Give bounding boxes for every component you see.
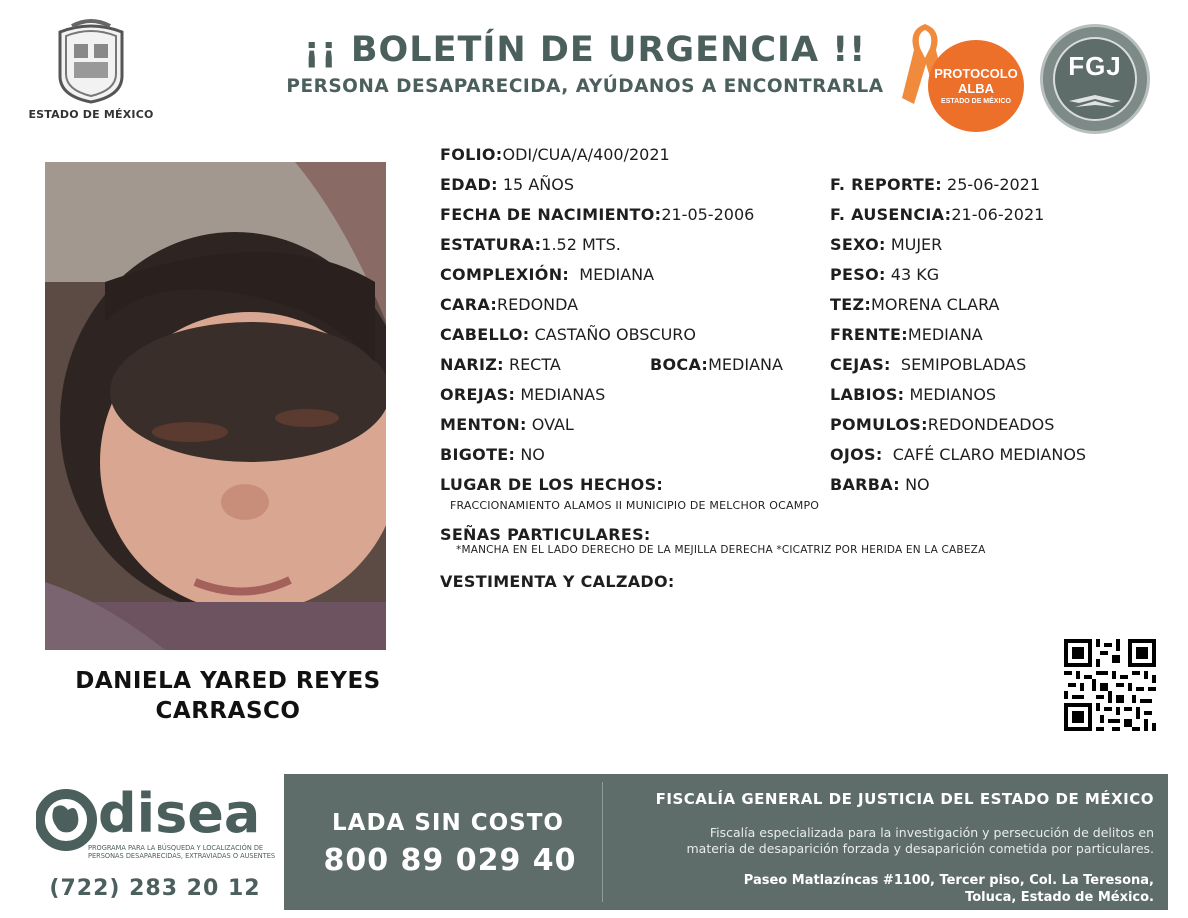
field-pomulos-label: POMULOS: bbox=[830, 415, 928, 434]
fgj-label: FGJ bbox=[1068, 51, 1122, 81]
field-ojos-label: OJOS: bbox=[830, 445, 883, 464]
field-complexion bbox=[440, 265, 654, 284]
field-tez bbox=[830, 295, 999, 314]
field-cejas-label: CEJAS: bbox=[830, 355, 891, 374]
field-menton bbox=[440, 415, 574, 434]
field-vestimenta-label: VESTIMENTA Y CALZADO: bbox=[440, 572, 675, 591]
field-cabello-label: CABELLO: bbox=[440, 325, 530, 344]
odisea-logo bbox=[36, 782, 276, 878]
field-senas-value: *MANCHA EN EL LADO DERECHO DE LA MEJILLA DERECHA *CICATRIZ POR HERIDA EN LA CABEZA bbox=[456, 544, 986, 556]
field-sexo-label: SEXO: bbox=[830, 235, 886, 254]
fiscalia-title: FISCALÍA GENERAL DE JUSTICIA DEL ESTADO DE MÉXICO bbox=[655, 790, 1154, 808]
field-lugar-label: LUGAR DE LOS HECHOS: bbox=[440, 475, 664, 494]
portrait-image bbox=[45, 162, 386, 650]
field-edad-label: EDAD: bbox=[440, 175, 498, 194]
field-f-ausencia-label: F. AUSENCIA: bbox=[830, 205, 952, 224]
fiscalia-description-line2: materia de desaparición forzada y desaparición cometida por particulares. bbox=[686, 841, 1154, 856]
person-name bbox=[45, 666, 411, 726]
field-nariz-label: NARIZ: bbox=[440, 355, 504, 374]
field-f-ausencia-value: 21-06-2021 bbox=[951, 205, 1045, 224]
field-tez-label: TEZ: bbox=[830, 295, 872, 314]
field-barba-label: BARBA: bbox=[830, 475, 900, 494]
field-estatura-value: 1.52 MTS. bbox=[541, 235, 621, 254]
field-estatura-label: ESTATURA: bbox=[440, 235, 542, 254]
field-lugar-label-row bbox=[440, 475, 663, 494]
person-name-line2: CARRASCO bbox=[155, 698, 301, 724]
field-menton-label: MENTON: bbox=[440, 415, 527, 434]
state-label: ESTADO DE MÉXICO bbox=[28, 108, 154, 121]
field-peso-label: PESO: bbox=[830, 265, 886, 284]
alba-line1: PROTOCOLO bbox=[934, 66, 1018, 81]
field-orejas-value: MEDIANAS bbox=[520, 385, 606, 404]
field-edad-value: 15 AÑOS bbox=[502, 175, 574, 194]
field-boca bbox=[650, 355, 783, 374]
field-nariz bbox=[440, 355, 561, 374]
fiscalia-address bbox=[612, 872, 1154, 906]
field-vestimenta bbox=[440, 572, 675, 591]
field-cara-value: REDONDA bbox=[497, 295, 579, 314]
coat-of-arms-icon bbox=[52, 18, 130, 104]
field-ojos bbox=[830, 445, 1086, 464]
field-bigote-value: NO bbox=[520, 445, 545, 464]
field-barba-value: NO bbox=[905, 475, 930, 494]
field-complexion-label: COMPLEXIÓN: bbox=[440, 265, 570, 284]
field-boca-label: BOCA: bbox=[650, 355, 709, 374]
field-barba bbox=[830, 475, 930, 494]
field-fecha-nacimiento-label: FECHA DE NACIMIENTO: bbox=[440, 205, 662, 224]
estado-de-mexico-logo bbox=[28, 18, 154, 121]
field-cara bbox=[440, 295, 578, 314]
field-folio bbox=[440, 145, 670, 164]
field-fecha-nacimiento-value: 21-05-2006 bbox=[661, 205, 755, 224]
field-sexo-value: MUJER bbox=[890, 235, 943, 254]
person-name-line1: DANIELA YARED REYES bbox=[75, 668, 381, 694]
field-complexion-value: MEDIANA bbox=[579, 265, 655, 284]
bulletin-title: ¡¡ BOLETÍN DE URGENCIA !! bbox=[303, 30, 867, 70]
field-f-reporte-label: F. REPORTE: bbox=[830, 175, 942, 194]
field-peso bbox=[830, 265, 939, 284]
field-cejas-value: SEMIPOBLADAS bbox=[900, 355, 1027, 374]
missing-person-photo bbox=[45, 162, 386, 650]
field-nariz-value: RECTA bbox=[508, 355, 561, 374]
field-orejas-label: OREJAS: bbox=[440, 385, 516, 404]
bulletin-subtitle: PERSONA DESAPARECIDA, AYÚDANOS A ENCONTRARLA bbox=[286, 76, 884, 97]
field-labios bbox=[830, 385, 996, 404]
field-senas-label-row bbox=[440, 525, 651, 544]
alba-line2: ALBA bbox=[957, 81, 995, 96]
odisea-phone[interactable]: (722) 283 20 12 bbox=[49, 876, 261, 901]
field-lugar-value: FRACCIONAMIENTO ALAMOS II MUNICIPIO DE MELCHOR OCAMPO bbox=[450, 499, 820, 512]
odisea-program: PROGRAMA PARA LA BÚSQUEDA Y LOCALIZACIÓN DE PERSONAS DESAPARECIDAS, EXTRAVIADAS O AUSENTES bbox=[88, 844, 276, 860]
field-labios-label: LABIOS: bbox=[830, 385, 905, 404]
field-labios-value: MEDIANOS bbox=[909, 385, 997, 404]
field-frente-label: FRENTE: bbox=[830, 325, 908, 344]
field-bigote-label: BIGOTE: bbox=[440, 445, 516, 464]
field-cara-label: CARA: bbox=[440, 295, 498, 314]
field-cabello bbox=[440, 325, 696, 344]
fiscalia-description bbox=[612, 825, 1154, 857]
odisea-name: disea bbox=[98, 782, 261, 845]
field-orejas bbox=[440, 385, 605, 404]
field-cejas bbox=[830, 355, 1026, 374]
field-estatura bbox=[440, 235, 621, 254]
fiscalia-address-line2: Toluca, Estado de México. bbox=[965, 890, 1154, 905]
field-tez-value: MORENA CLARA bbox=[871, 295, 1000, 314]
field-ojos-value: CAFÉ CLARO MEDIANOS bbox=[892, 445, 1087, 464]
field-edad bbox=[440, 175, 574, 194]
field-folio-value: ODI/CUA/A/400/2021 bbox=[502, 145, 670, 164]
field-boca-value: MEDIANA bbox=[708, 355, 783, 374]
protocolo-alba-logo bbox=[898, 20, 1030, 132]
field-sexo bbox=[830, 235, 942, 254]
field-fecha-nacimiento bbox=[440, 205, 754, 224]
qr-code[interactable] bbox=[1064, 639, 1156, 731]
fiscalia-address-line1: Paseo Matlazíncas #1100, Tercer piso, Col. La Teresona, bbox=[743, 873, 1154, 888]
field-f-reporte-value: 25-06-2021 bbox=[947, 175, 1041, 194]
lada-number[interactable]: 800 89 029 40 bbox=[323, 843, 577, 878]
lada-label: LADA SIN COSTO bbox=[332, 810, 564, 836]
field-frente-value: MEDIANA bbox=[907, 325, 983, 344]
fgj-seal bbox=[1040, 24, 1150, 134]
field-folio-label: FOLIO: bbox=[440, 145, 503, 164]
field-frente bbox=[830, 325, 983, 344]
field-bigote bbox=[440, 445, 545, 464]
field-menton-value: OVAL bbox=[531, 415, 574, 434]
field-cabello-value: CASTAÑO OBSCURO bbox=[534, 325, 697, 344]
fiscalia-description-line1: Fiscalía especializada para la investigación y persecución de delitos en bbox=[709, 825, 1154, 840]
field-peso-value: 43 KG bbox=[890, 265, 940, 284]
field-pomulos bbox=[830, 415, 1054, 434]
divider bbox=[602, 782, 603, 902]
field-senas-label: SEÑAS PARTICULARES: bbox=[440, 525, 651, 544]
alba-line3: ESTADO DE MÉXICO bbox=[941, 98, 1011, 105]
wings-icon bbox=[1065, 91, 1125, 113]
field-f-reporte bbox=[830, 175, 1040, 194]
field-f-ausencia bbox=[830, 205, 1044, 224]
field-pomulos-value: REDONDEADOS bbox=[927, 415, 1055, 434]
